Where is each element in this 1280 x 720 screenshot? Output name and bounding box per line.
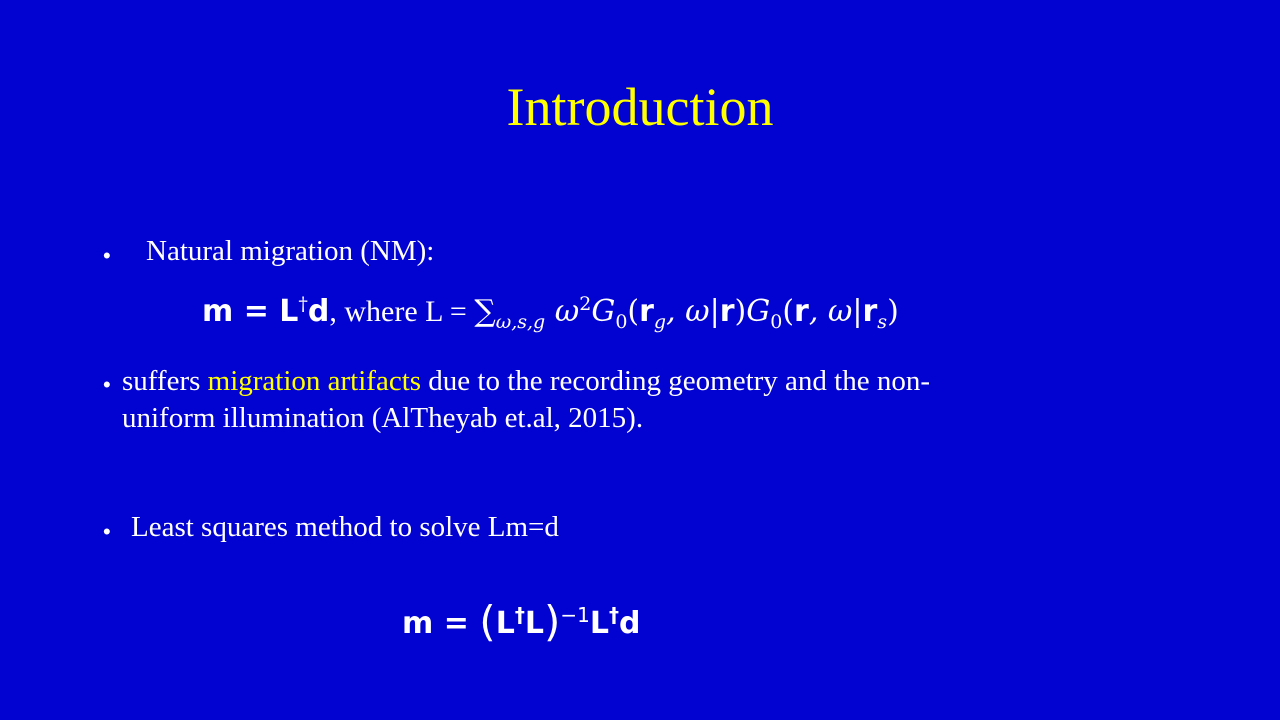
eq1-square: 2 [579,293,592,315]
eq1-r-s: r [862,294,878,329]
bullet-dot-1: • [103,243,111,268]
eq1-r-g-sub: g [653,311,667,333]
eq1-omega: ω [554,294,580,329]
eq2-L1: L [495,606,515,641]
eq1-close-a: ) [734,294,747,329]
eq1-dagger: † [298,293,308,315]
eq1-green-b-sub: 0 [770,311,783,333]
bullet-artifacts-post: due to the recording geometry and the non- [421,365,930,397]
eq1-lhs: m = L [202,294,299,329]
eq2-exponent: −1 [560,603,590,627]
slide-title: Introduction [506,77,774,137]
eq2-close-paren: ) [543,597,561,646]
bullet-natural-migration: Natural migration (NM): [146,235,435,267]
eq1-green-b: G [746,294,771,329]
eq2-L2: L [524,606,544,641]
bullet-artifacts-line2: uniform illumination (AlTheyab et.al, 2015). [122,402,644,434]
eq1-sum: ∑ [474,294,496,329]
eq2-lhs: m = [402,606,480,641]
eq1-mid-b: , ω| [808,294,863,329]
eq1-r-g: r [639,294,654,329]
highlight-migration-artifacts: migration artifacts [207,365,422,397]
eq2-d: d [618,606,641,641]
bullet-dot-3: • [103,519,111,544]
eq1-close-b: ) [887,294,899,329]
bullet-least-squares: Least squares method to solve Lm=d [131,511,559,543]
eq1-mid-a: , ω| [666,294,720,329]
equation-natural-migration [202,282,899,344]
eq1-open-a: ( [627,294,640,329]
eq2-dagger2: † [608,603,619,627]
eq1-sum-sub: ω,s,g [495,311,546,333]
eq1-r-b: r [794,294,809,329]
eq1-green-a: G [591,294,616,329]
eq2-dagger1: † [514,603,525,627]
eq2-L3: L [589,606,609,641]
eq1-open-b: ( [782,294,795,329]
eq1-where: , where L = [329,295,475,328]
eq1-d: d [307,294,330,329]
bullet-dot-2: • [103,372,111,397]
eq2-open-paren: ( [479,597,496,646]
bullet-artifacts-pre: suffers [122,365,208,397]
eq1-r: r [719,294,735,329]
bullet-artifacts-line1 [122,363,930,399]
eq1-r-s-sub: s [877,311,888,333]
eq1-green-a-sub: 0 [615,311,628,333]
equation-least-squares [402,590,640,649]
